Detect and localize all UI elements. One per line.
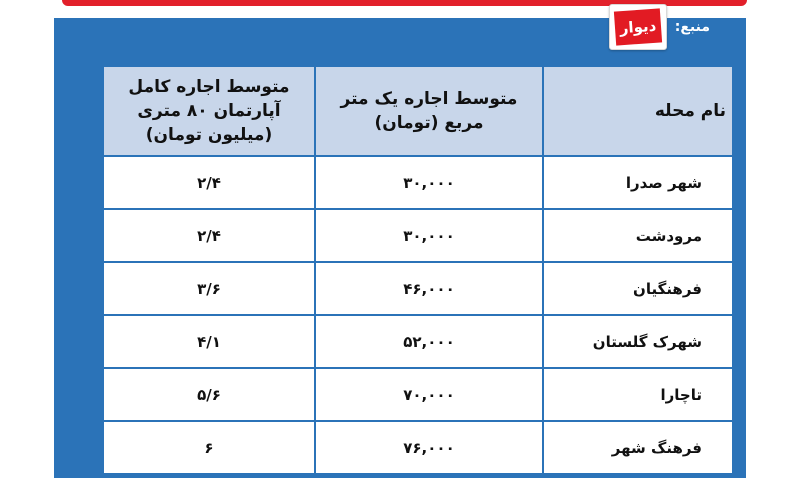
table-row: [103, 315, 733, 368]
source-attribution: [609, 4, 710, 50]
cell-neighborhood: شهر صدرا: [543, 156, 733, 209]
cell-neighborhood: شهرک گلستان: [543, 315, 733, 368]
cell-full-apartment: ۲/۴: [103, 209, 315, 262]
cell-full-apartment: ۵/۶: [103, 368, 315, 421]
source-label: منبع:: [674, 19, 710, 35]
table-row: [103, 368, 733, 421]
table-row: [103, 262, 733, 315]
cell-neighborhood: مرودشت: [543, 209, 733, 262]
header-neighborhood: نام محله: [543, 66, 733, 156]
rent-table: [102, 65, 734, 475]
table-row: [103, 209, 733, 262]
cell-full-apartment: ۴/۱: [103, 315, 315, 368]
table-header-row: [103, 66, 733, 156]
table-row: [103, 156, 733, 209]
cell-price-per-meter: ۵۲,۰۰۰: [315, 315, 543, 368]
divar-logo: [609, 4, 667, 50]
cell-neighborhood: فرهنگ شهر: [543, 421, 733, 474]
cell-price-per-meter: ۷۶,۰۰۰: [315, 421, 543, 474]
cell-neighborhood: تاچارا: [543, 368, 733, 421]
cell-full-apartment: ۳/۶: [103, 262, 315, 315]
header-price-per-meter: متوسط اجاره یک متر مربع (تومان): [315, 66, 543, 156]
cell-price-per-meter: ۳۰,۰۰۰: [315, 209, 543, 262]
divar-logo-text: دیوار: [614, 8, 662, 45]
cell-full-apartment: ۲/۴: [103, 156, 315, 209]
cell-price-per-meter: ۷۰,۰۰۰: [315, 368, 543, 421]
cell-full-apartment: ۶: [103, 421, 315, 474]
cell-neighborhood: فرهنگیان: [543, 262, 733, 315]
cell-price-per-meter: ۴۶,۰۰۰: [315, 262, 543, 315]
header-full-apartment: متوسط اجاره کامل آپارتمان ۸۰ متری (میلیون تومان): [103, 66, 315, 156]
table-row: [103, 421, 733, 474]
cell-price-per-meter: ۳۰,۰۰۰: [315, 156, 543, 209]
